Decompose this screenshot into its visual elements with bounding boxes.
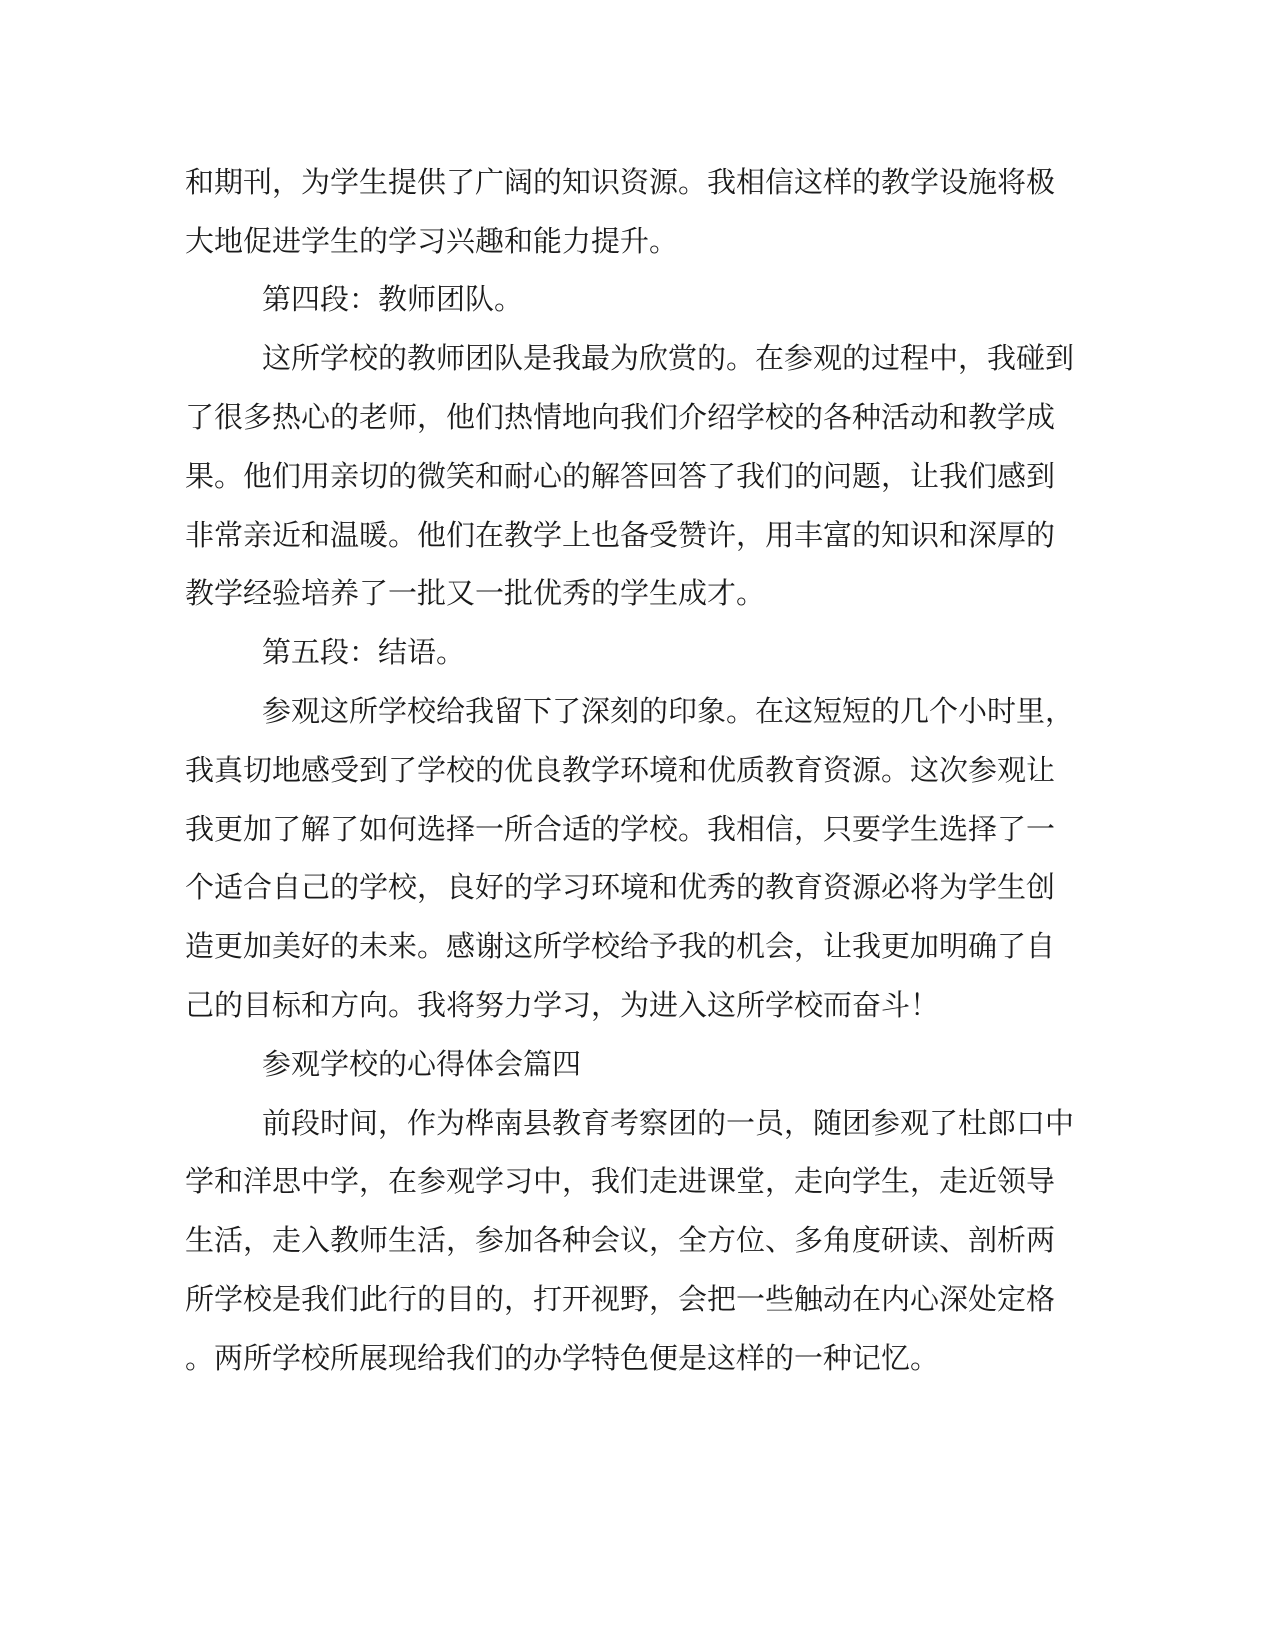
text-line: 和期刊，为学生提供了广阔的知识资源。我相信这样的教学设施将极 [185, 165, 1056, 199]
text-line: 我真切地感受到了学校的优良教学环境和优质教育资源。这次参观让 [185, 753, 1056, 787]
text-line: 非常亲近和温暖。他们在教学上也备受赞许，用丰富的知识和深厚的 [185, 518, 1056, 552]
text-line: 学和洋思中学，在参观学习中，我们走进课堂，走向学生，走近领导 [185, 1164, 1056, 1198]
text-line: 果。他们用亲切的微笑和耐心的解答回答了我们的问题，让我们感到 [185, 459, 1056, 493]
text-line: 这所学校的教师团队是我最为欣赏的。在参观的过程中，我碰到 [262, 341, 1075, 375]
text-line: 参观这所学校给我留下了深刻的印象。在这短短的几个小时里， [262, 694, 1075, 728]
text-line: 了很多热心的老师，他们热情地向我们介绍学校的各种活动和教学成 [185, 400, 1056, 434]
text-line: 前段时间，作为桦南县教育考察团的一员，随团参观了杜郎口中 [262, 1106, 1075, 1140]
text-line: 。两所学校所展现给我们的办学特色便是这样的一种记忆。 [185, 1341, 940, 1375]
text-line: 己的目标和方向。我将努力学习，为进入这所学校而奋斗！ [185, 988, 940, 1022]
text-line: 大地促进学生的学习兴趣和能力提升。 [185, 224, 679, 258]
section-heading: 第五段：结语。 [262, 635, 466, 669]
section-heading: 第四段：教师团队。 [262, 282, 524, 316]
text-line: 教学经验培养了一批又一批优秀的学生成才。 [185, 576, 766, 610]
text-line: 造更加美好的未来。感谢这所学校给予我的机会，让我更加明确了自 [185, 929, 1056, 963]
text-line: 个适合自己的学校，良好的学习环境和优秀的教育资源必将为学生创 [185, 870, 1056, 904]
text-line: 所学校是我们此行的目的，打开视野，会把一些触动在内心深处定格 [185, 1282, 1056, 1316]
text-line: 生活，走入教师生活，参加各种会议，全方位、多角度研读、剖析两 [185, 1223, 1056, 1257]
text-line: 我更加了解了如何选择一所合适的学校。我相信，只要学生选择了一 [185, 812, 1056, 846]
article-title: 参观学校的心得体会篇四 [262, 1047, 582, 1081]
